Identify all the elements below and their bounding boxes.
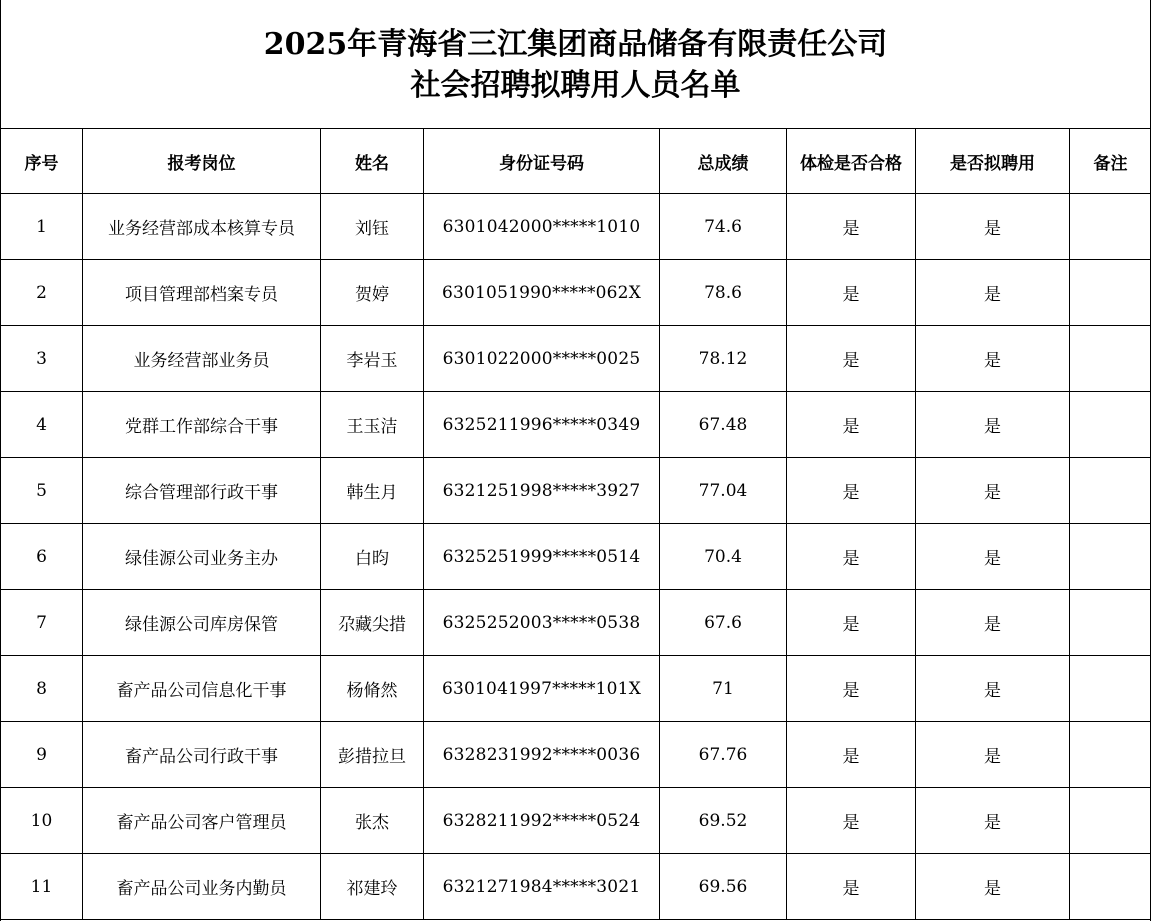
- table-row: [1, 326, 1151, 392]
- document-title: [1, 0, 1150, 128]
- cell-to-be-hired: 是: [916, 392, 1070, 458]
- cell-to-be-hired: 是: [916, 458, 1070, 524]
- cell-index: 10: [1, 788, 83, 854]
- cell-index: 2: [1, 260, 83, 326]
- table-row: [1, 788, 1151, 854]
- cell-to-be-hired: 是: [916, 722, 1070, 788]
- cell-total-score: 69.56: [660, 854, 787, 920]
- cell-index: 6: [1, 524, 83, 590]
- cell-total-score: 67.48: [660, 392, 787, 458]
- cell-total-score: 71: [660, 656, 787, 722]
- cell-name: 李岩玉: [321, 326, 424, 392]
- cell-to-be-hired: 是: [916, 260, 1070, 326]
- cell-id-number: 6325211996*****0349: [424, 392, 660, 458]
- cell-name: 张杰: [321, 788, 424, 854]
- table-row: [1, 194, 1151, 260]
- cell-to-be-hired: 是: [916, 788, 1070, 854]
- hiring-list-table: [0, 128, 1151, 920]
- header-to-be-hired: 是否拟聘用: [916, 129, 1070, 194]
- cell-medical-passed: 是: [787, 392, 916, 458]
- cell-position: 业务经营部成本核算专员: [83, 194, 321, 260]
- cell-id-number: 6321251998*****3927: [424, 458, 660, 524]
- cell-remarks: [1070, 590, 1151, 656]
- cell-total-score: 78.6: [660, 260, 787, 326]
- cell-index: 11: [1, 854, 83, 920]
- cell-remarks: [1070, 326, 1151, 392]
- cell-total-score: 74.6: [660, 194, 787, 260]
- cell-remarks: [1070, 788, 1151, 854]
- title-line-2: 社会招聘拟聘用人员名单: [410, 68, 741, 103]
- cell-position: 畜产品公司行政干事: [83, 722, 321, 788]
- cell-medical-passed: 是: [787, 326, 916, 392]
- cell-to-be-hired: 是: [916, 326, 1070, 392]
- cell-position: 业务经营部业务员: [83, 326, 321, 392]
- cell-index: 8: [1, 656, 83, 722]
- cell-total-score: 67.6: [660, 590, 787, 656]
- cell-remarks: [1070, 458, 1151, 524]
- cell-position: 畜产品公司信息化干事: [83, 656, 321, 722]
- cell-medical-passed: 是: [787, 656, 916, 722]
- cell-id-number: 6301042000*****1010: [424, 194, 660, 260]
- table-row: [1, 854, 1151, 920]
- header-name: 姓名: [321, 129, 424, 194]
- header-position: 报考岗位: [83, 129, 321, 194]
- title-line-1: 2025年青海省三江集团商品储备有限责任公司: [263, 27, 888, 62]
- table-row: [1, 392, 1151, 458]
- cell-medical-passed: 是: [787, 524, 916, 590]
- cell-position: 绿佳源公司库房保管: [83, 590, 321, 656]
- cell-name: 祁建玲: [321, 854, 424, 920]
- cell-position: 绿佳源公司业务主办: [83, 524, 321, 590]
- cell-total-score: 78.12: [660, 326, 787, 392]
- cell-to-be-hired: 是: [916, 194, 1070, 260]
- cell-id-number: 6325251999*****0514: [424, 524, 660, 590]
- cell-to-be-hired: 是: [916, 656, 1070, 722]
- cell-id-number: 6301022000*****0025: [424, 326, 660, 392]
- cell-name: 尕藏尖措: [321, 590, 424, 656]
- cell-index: 1: [1, 194, 83, 260]
- cell-index: 4: [1, 392, 83, 458]
- cell-medical-passed: 是: [787, 854, 916, 920]
- cell-remarks: [1070, 722, 1151, 788]
- cell-medical-passed: 是: [787, 458, 916, 524]
- cell-position: 项目管理部档案专员: [83, 260, 321, 326]
- header-index: 序号: [1, 129, 83, 194]
- cell-medical-passed: 是: [787, 194, 916, 260]
- table-row: [1, 590, 1151, 656]
- table-row: [1, 260, 1151, 326]
- cell-position: 畜产品公司业务内勤员: [83, 854, 321, 920]
- cell-remarks: [1070, 656, 1151, 722]
- cell-index: 9: [1, 722, 83, 788]
- cell-id-number: 6328211992*****0524: [424, 788, 660, 854]
- cell-name: 彭措拉旦: [321, 722, 424, 788]
- cell-name: 韩生月: [321, 458, 424, 524]
- cell-id-number: 6325252003*****0538: [424, 590, 660, 656]
- cell-remarks: [1070, 854, 1151, 920]
- cell-to-be-hired: 是: [916, 524, 1070, 590]
- header-medical-passed: 体检是否合格: [787, 129, 916, 194]
- cell-medical-passed: 是: [787, 260, 916, 326]
- cell-name: 刘钰: [321, 194, 424, 260]
- cell-to-be-hired: 是: [916, 590, 1070, 656]
- cell-id-number: 6321271984*****3021: [424, 854, 660, 920]
- cell-id-number: 6328231992*****0036: [424, 722, 660, 788]
- cell-remarks: [1070, 392, 1151, 458]
- cell-position: 党群工作部综合干事: [83, 392, 321, 458]
- cell-medical-passed: 是: [787, 590, 916, 656]
- table-row: [1, 458, 1151, 524]
- cell-total-score: 67.76: [660, 722, 787, 788]
- cell-id-number: 6301041997*****101X: [424, 656, 660, 722]
- cell-name: 贺婷: [321, 260, 424, 326]
- header-id-number: 身份证号码: [424, 129, 660, 194]
- header-remarks: 备注: [1070, 129, 1151, 194]
- cell-total-score: 77.04: [660, 458, 787, 524]
- cell-position: 综合管理部行政干事: [83, 458, 321, 524]
- table-row: [1, 656, 1151, 722]
- cell-medical-passed: 是: [787, 788, 916, 854]
- cell-name: 王玉洁: [321, 392, 424, 458]
- cell-name: 白昀: [321, 524, 424, 590]
- table-row: [1, 524, 1151, 590]
- table-header-row: [1, 129, 1151, 194]
- cell-total-score: 70.4: [660, 524, 787, 590]
- cell-name: 杨脩然: [321, 656, 424, 722]
- cell-remarks: [1070, 260, 1151, 326]
- header-total-score: 总成绩: [660, 129, 787, 194]
- cell-index: 7: [1, 590, 83, 656]
- cell-index: 3: [1, 326, 83, 392]
- cell-medical-passed: 是: [787, 722, 916, 788]
- cell-total-score: 69.52: [660, 788, 787, 854]
- cell-remarks: [1070, 194, 1151, 260]
- cell-remarks: [1070, 524, 1151, 590]
- cell-index: 5: [1, 458, 83, 524]
- cell-to-be-hired: 是: [916, 854, 1070, 920]
- cell-id-number: 6301051990*****062X: [424, 260, 660, 326]
- cell-position: 畜产品公司客户管理员: [83, 788, 321, 854]
- table-row: [1, 722, 1151, 788]
